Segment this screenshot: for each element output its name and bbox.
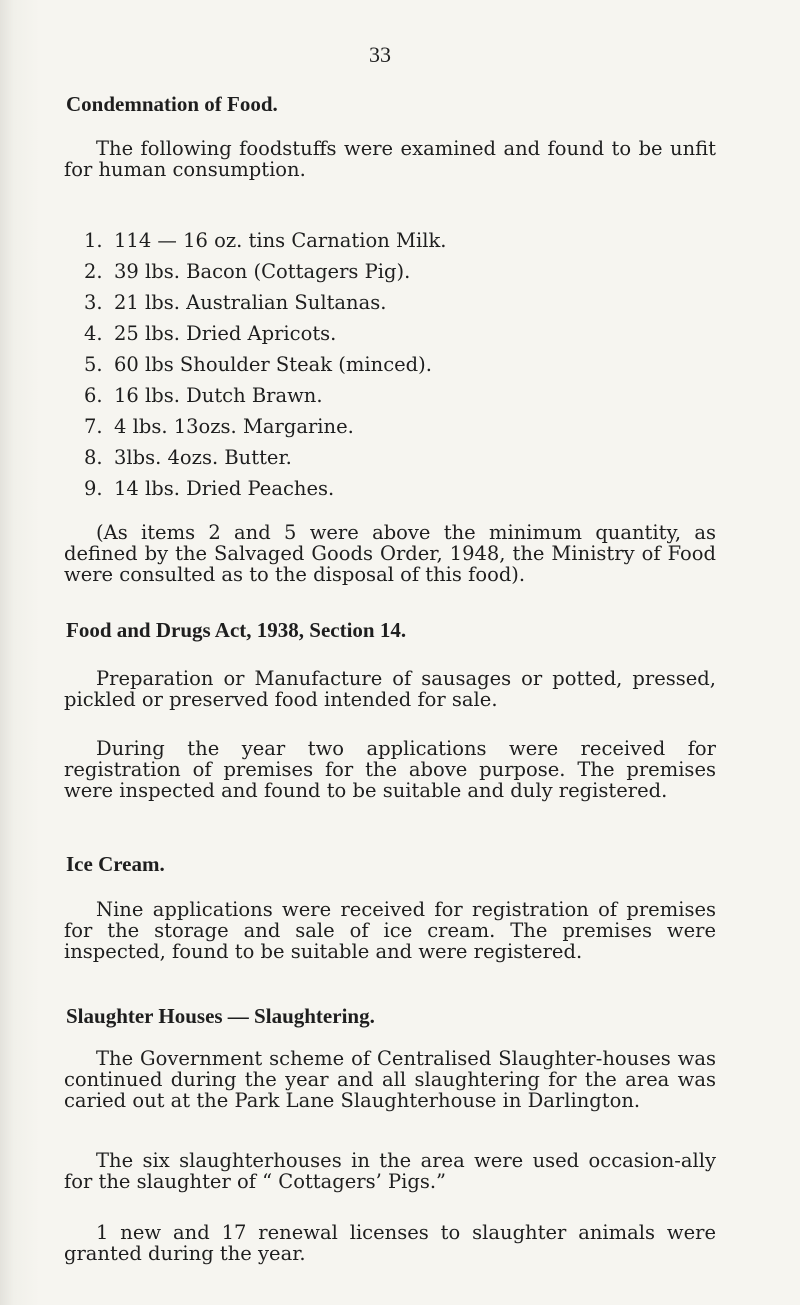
heading-food-drugs-act: Food and Drugs Act, 1938, Section 14. [66,618,407,642]
list-item: 1. 114 — 16 oz. tins Carnation Milk. [84,229,447,252]
list-item: 5. 60 lbs Shoulder Steak (minced). [84,353,432,376]
ice-cream-para: Nine applications were received for registration of premises for the storage and sale of ice cream. The premises were inspected, found to be suitable and were registered. [64,898,716,963]
list-item: 9. 14 lbs. Dried Peaches. [84,477,335,500]
food-drugs-para-2: During the year two applications were received for registration of premises for the above purpose. The premises were inspected and found to be suitable and duly registered. [64,737,716,802]
condemned-items-list [84,225,446,504]
condemnation-intro: The following foodstuffs were examined and found to be unfit for human consumption. [64,137,716,181]
slaughter-para-2: The six slaughterhouses in the area were used occasion-ally for the slaughter of “ Cottagers’ Pigs.” [64,1149,716,1193]
heading-ice-cream: Ice Cream. [66,852,165,876]
heading-condemnation: Condemnation of Food. [66,92,278,116]
heading-slaughter-houses: Slaughter Houses — Slaughtering. [66,1004,375,1028]
list-item: 8. 3lbs. 4ozs. Butter. [84,446,292,469]
list-item: 4. 25 lbs. Dried Apricots. [84,322,337,345]
page-number: 33 [369,42,391,67]
slaughter-para-3: 1 new and 17 renewal licenses to slaughter animals were granted during the year. [64,1221,716,1265]
list-item: 7. 4 lbs. 13ozs. Margarine. [84,415,354,438]
list-item: 2. 39 lbs. Bacon (Cottagers Pig). [84,260,411,283]
list-item: 6. 16 lbs. Dutch Brawn. [84,384,323,407]
condemnation-note: (As items 2 and 5 were above the minimum quantity, as defined by the Salvaged Goods Order, 1948, the Ministry of Food were consulted as to the disposal of this food). [64,521,716,586]
list-item: 3. 21 lbs. Australian Sultanas. [84,291,387,314]
food-drugs-para-1: Preparation or Manufacture of sausages or potted, pressed, pickled or preserved food intended for sale. [64,667,716,711]
slaughter-para-1: The Government scheme of Centralised Slaughter-houses was continued during the year and all slaughtering for the area was caried out at the Park Lane Slaughterhouse in Darlington. [64,1047,716,1112]
